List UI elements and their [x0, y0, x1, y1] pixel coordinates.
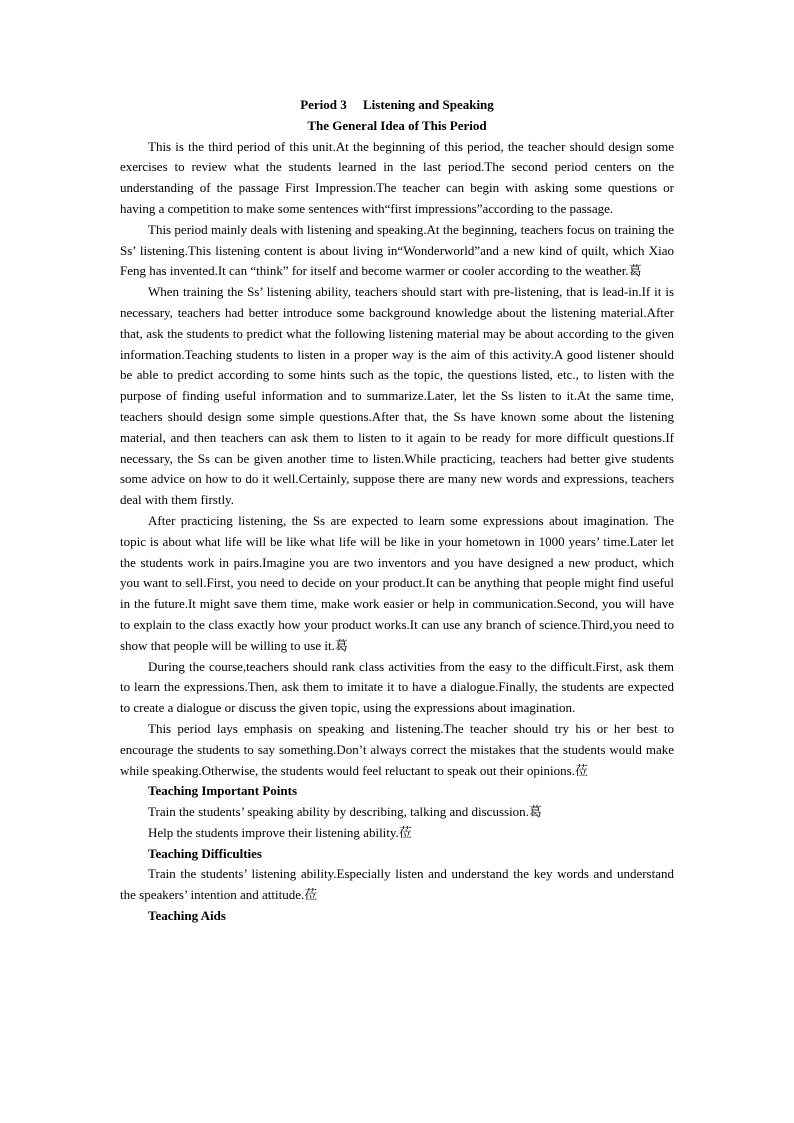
general-idea-title: The General Idea of This Period: [307, 117, 487, 133]
paragraph: This period lays emphasis on speaking and listening.The teacher should try his or her best to encourage the students to say something.Don’t always correct the mistakes that the students would make while speaking.Otherwise, the students would feel reluctant to speak out their opinions.莅: [120, 720, 674, 778]
difficulty-item: Train the students’ listening ability.Especially listen and understand the key words and understand the speakers’ intention and attitude.莅: [120, 866, 674, 903]
important-point-item: Help the students improve their listening ability.莅: [148, 824, 412, 840]
paragraph: When training the Ss’ listening ability, teachers should start with pre-listening, that is lead-in.If it is necessary, teachers had better introduce some background knowledge about the listening material.After that, ask the students to predict what the following listening material may be about according to the given information.Teaching students to listen in a proper way is the aim of this activity.A good listener should be able to predict according to some hints such as the topic, the questions listed, etc., to listen with the purpose of finding useful information and to summarize.Later, let the Ss listen to it.At the same time, teachers should design some simple questions.After that, the Ss have known some about the listening material, and then teachers can ask them to listen to it again to be ready for more difficult questions.If necessary, the Ss can be given another time to listen.While practicing, teachers had better give students some advice on how to do it well.Certainly, suppose there are many new words and expressions, teachers deal with them firstly.: [120, 284, 674, 508]
period-title: Period 3 Listening and Speaking: [300, 97, 494, 112]
paragraph: During the course,teachers should rank class activities from the easy to the difficult.First, ask them to learn the expressions.Then, ask them to imitate it to have a dialogue.Finally, the students are expected to create a dialogue or discuss the given topic, using the expressions about imagination.: [120, 658, 674, 716]
difficulties-heading: Teaching Difficulties: [148, 845, 262, 861]
important-point-item: Train the students’ speaking ability by describing, talking and discussion.葛: [148, 804, 542, 820]
document-page: [120, 95, 674, 927]
paragraph: This is the third period of this unit.At the beginning of this period, the teacher should design some exercises to review what the students learned in the last period.The second period centers on the understanding of the passage First Impression.The teacher can begin with asking some questions or having a competition to make some sentences with“first impressions”according to the passage.: [120, 138, 674, 216]
important-points-heading: Teaching Important Points: [148, 783, 298, 799]
paragraph: After practicing listening, the Ss are expected to learn some expressions about imagination. The topic is about what life will be like what life will be like in your hometown in 1000 years’ time.Later let the students work in pairs.Imagine you are two inventors and you have designed a new product, which you want to sell.First, you need to decide on your product.It can be anything that people might find useful in the future.It might save them time, make work easier or help in communication.Second, you will have to explain to the class exactly how your product works.It can use any branch of science.Third,you need to show that people will be willing to use it.葛: [120, 512, 674, 653]
paragraph: This period mainly deals with listening and speaking.At the beginning, teachers focus on training the Ss’ listening.This listening content is about living in“Wonderworld”and a new kind of quilt, which Xiao Feng has invented.It can “think” for itself and become warmer or cooler according to the weather.葛: [120, 221, 674, 279]
aids-heading: Teaching Aids: [148, 908, 226, 924]
